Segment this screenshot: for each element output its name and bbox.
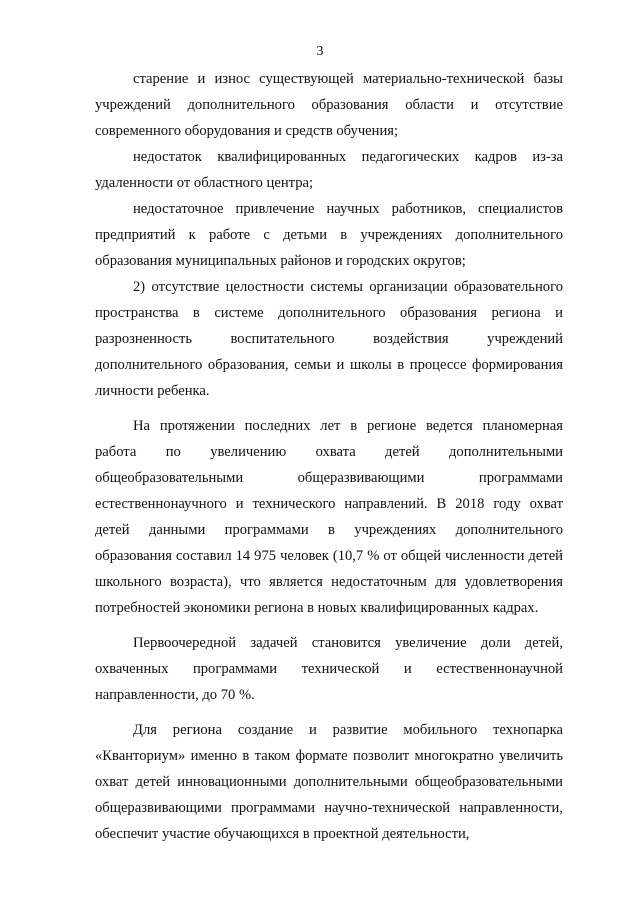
paragraph-priority-task: Первоочередной задачей становится увеличение доли детей, охваченных программами технической и естественнонаучной направленности, до 70 %. — [95, 635, 563, 703]
paragraph-regional-work: На протяжении последних лет в регионе ведется планомерная работа по увеличению охвата детей дополнительными общеобразовательными общеразвивающими программами естественнонаучного и технического направлений. В 2018 году охват детей данными программами в учреждениях дополнительного образования составил 14 975 человек (10,7 % от общей численности детей школьного возраста), что является недостаточным для удовлетворения потребностей экономики региона в новых квалифицированных кадрах. — [95, 418, 563, 616]
paragraph-scientists-involvement: недостаточное привлечение научных работников, специалистов предприятий к работе с детьми в учреждениях дополнительного образования муниципальных районов и городских округов; — [95, 201, 563, 269]
paragraph-system-integrity: 2) отсутствие целостности системы организации образовательного пространства в системе дополнительного образования региона и разрозненность воспитательного воздействия учреждений дополнительного образования, семьи и школы в процессе формирования личности ребенка. — [95, 279, 563, 399]
paragraph-material-base: старение и износ существующей материально-технической базы учреждений дополнительного образования области и отсутствие современного оборудования и средств обучения; — [95, 71, 563, 139]
paragraph-staff-shortage: недостаток квалифицированных педагогических кадров из-за удаленности от областного центра; — [95, 149, 563, 191]
document-body — [95, 66, 563, 847]
paragraph-kvantorium: Для региона создание и развитие мобильного технопарка «Кванториум» именно в таком формате позволит многократно увеличить охват детей инновационными дополнительными общеобразовательными общеразвивающими программами научно-технической направленности, обеспечит участие обучающихся в проектной деятельности, — [95, 722, 563, 842]
page-number: 3 — [316, 44, 324, 59]
